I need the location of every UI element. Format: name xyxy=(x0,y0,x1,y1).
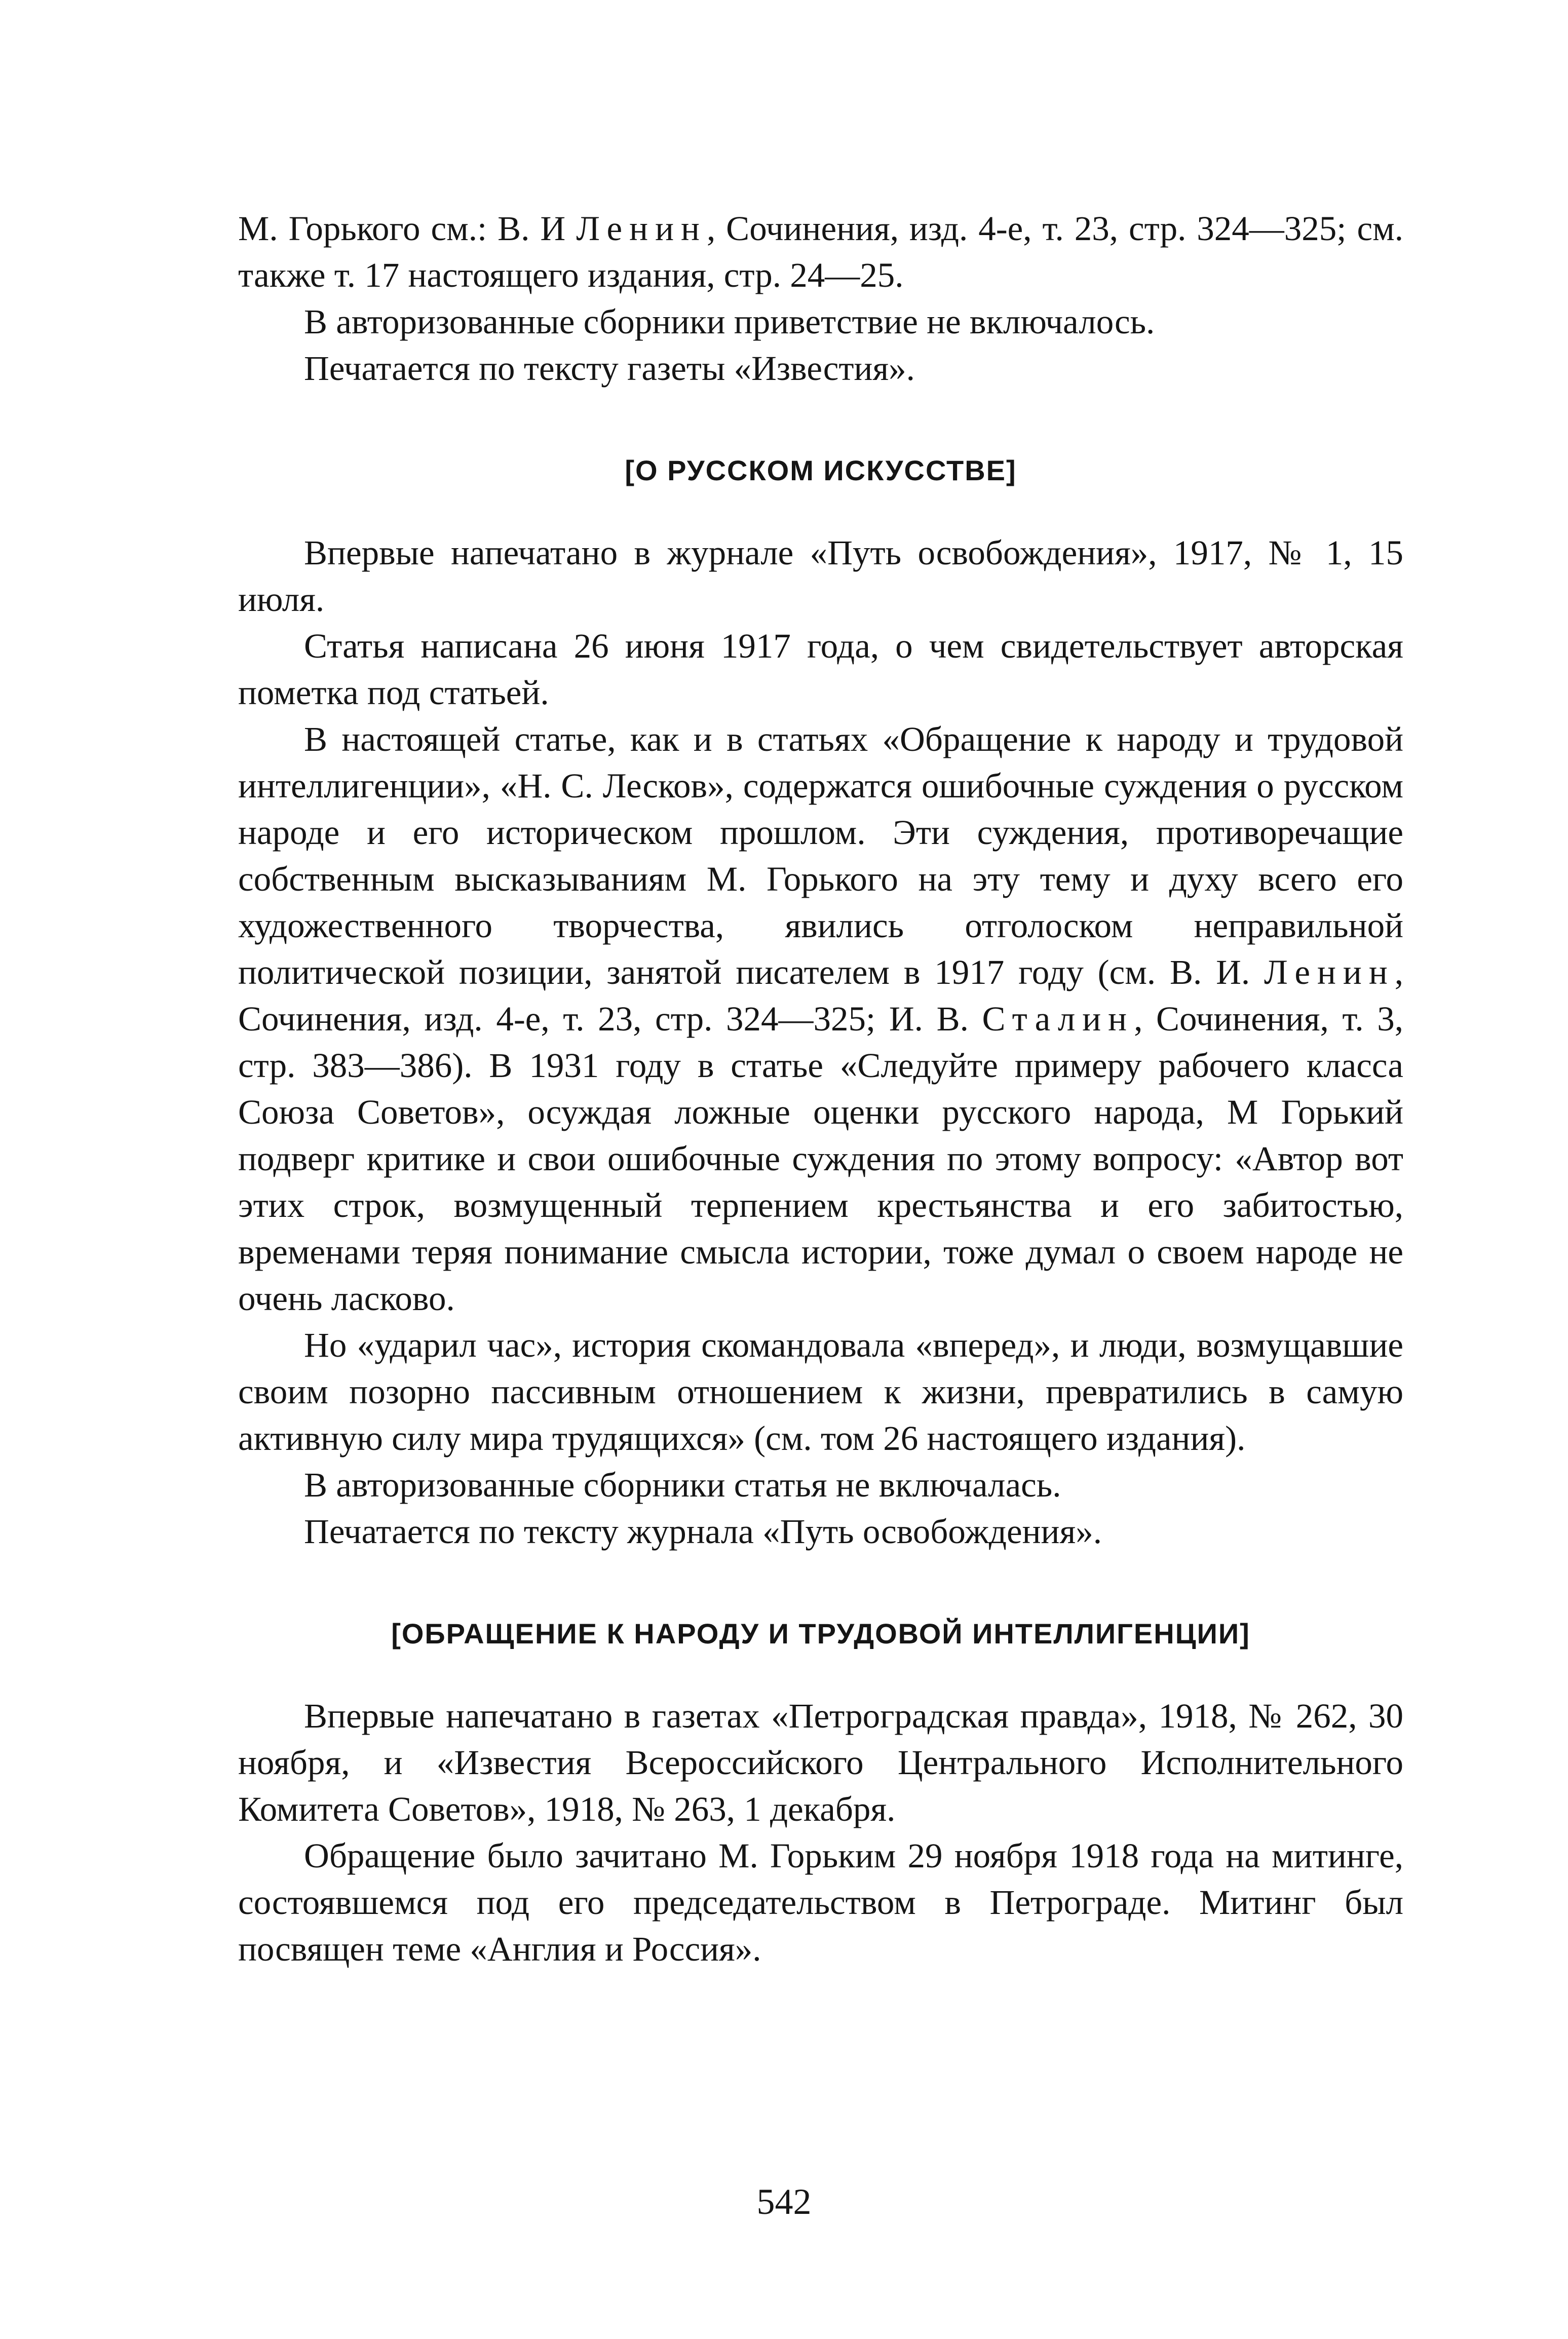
section1-paragraph-quote-end: Но «ударил час», история скомандовала «вперед», и люди, возмущавшие своим позорно пассивным отношением к жизни, превратились в самую активную силу мира трудящихся» (см. том 26 настоящего издания). xyxy=(238,1326,1403,1458)
section1-commentary-stalin-spaced: Сталин xyxy=(982,1000,1134,1038)
intro-ref-author-spaced: Ленин xyxy=(576,209,707,248)
section1-commentary-part-a: В настоящей статье, как и в статьях «Обращение к народу и трудовой интеллигенции», «Н. С. Лесков», содержатся ошибочные суждения о русском народе и его историческом прошлом. Эти суждения, противоречащие собственным высказываниям М. Горького на эту тему и духу всего его художественного творчества, явились отголоском неправильной политической позиции, занятой писателем в 1917 году (см. В. И. xyxy=(238,720,1403,991)
page-body xyxy=(238,205,1403,1972)
section2-paragraph-first-published: Впервые напечатано в газетах «Петроградская правда», 1918, № 262, 30 ноября, и «Известия Всероссийского Центрального Исполнительного Комитета Советов», 1918, № 263, 1 декабря. xyxy=(238,1697,1403,1828)
section-heading-appeal: [ОБРАЩЕНИЕ К НАРОДУ И ТРУДОВОЙ ИНТЕЛЛИГЕНЦИИ] xyxy=(391,1618,1250,1650)
page-number: 542 xyxy=(756,2181,812,2222)
section1-paragraph-commentary xyxy=(238,716,1403,1322)
intro-ref-text-post: , Сочинения, изд. 4-е, т. 23, стр. 324—325; см. также т. 17 настоящего издания, стр. 24—25. xyxy=(238,209,1403,294)
section1-paragraph-source: Печатается по тексту журнала «Путь освобождения». xyxy=(304,1512,1102,1551)
intro-paragraph-reference xyxy=(238,205,1403,298)
section1-paragraph-date-written: Статья написана 26 июня 1917 года, о чем свидетельствует авторская пометка под статьей. xyxy=(238,627,1403,712)
intro-paragraph-source: Печатается по тексту газеты «Известия». xyxy=(304,349,915,388)
section1-paragraph-first-published: Впервые напечатано в журнале «Путь освобождения», 1917, № 1, 15 июля. xyxy=(238,533,1403,619)
section1-commentary-part-b: , Сочинения, изд. 4-е, т. 23, стр. 324—325; И. В. xyxy=(238,953,1403,1038)
section1-paragraph-not-included: В авторизованные сборники статья не включалась. xyxy=(304,1466,1061,1504)
section1-commentary-part-c: , Сочинения, т. 3, стр. 383—386). В 1931 году в статье «Следуйте примеру рабочего класса Союза Советов», осуждая ложные оценки русского народа, М Горький подверг критике и свои ошибочные суждения по этому вопросу: «Автор вот этих строк, возмущенный терпением крестьянства и его забитостью, временами теряя понимание смысла истории, тоже думал о своем народе не очень ласково. xyxy=(238,1000,1403,1318)
section-heading-russian-art: [О РУССКОМ ИСКУССТВЕ] xyxy=(625,454,1017,486)
intro-paragraph-not-included: В авторизованные сборники приветствие не включалось. xyxy=(304,302,1155,341)
section1-commentary-lenin-spaced: Ленин xyxy=(1264,953,1395,991)
intro-ref-text-pre: М. Горького см.: В. И xyxy=(238,209,577,248)
section2-paragraph-meeting: Обращение было зачитано М. Горьким 29 ноября 1918 года на митинге, состоявшемся под его председательством в Петрограде. Митинг был посвящен теме «Англия и Россия». xyxy=(238,1836,1403,1968)
